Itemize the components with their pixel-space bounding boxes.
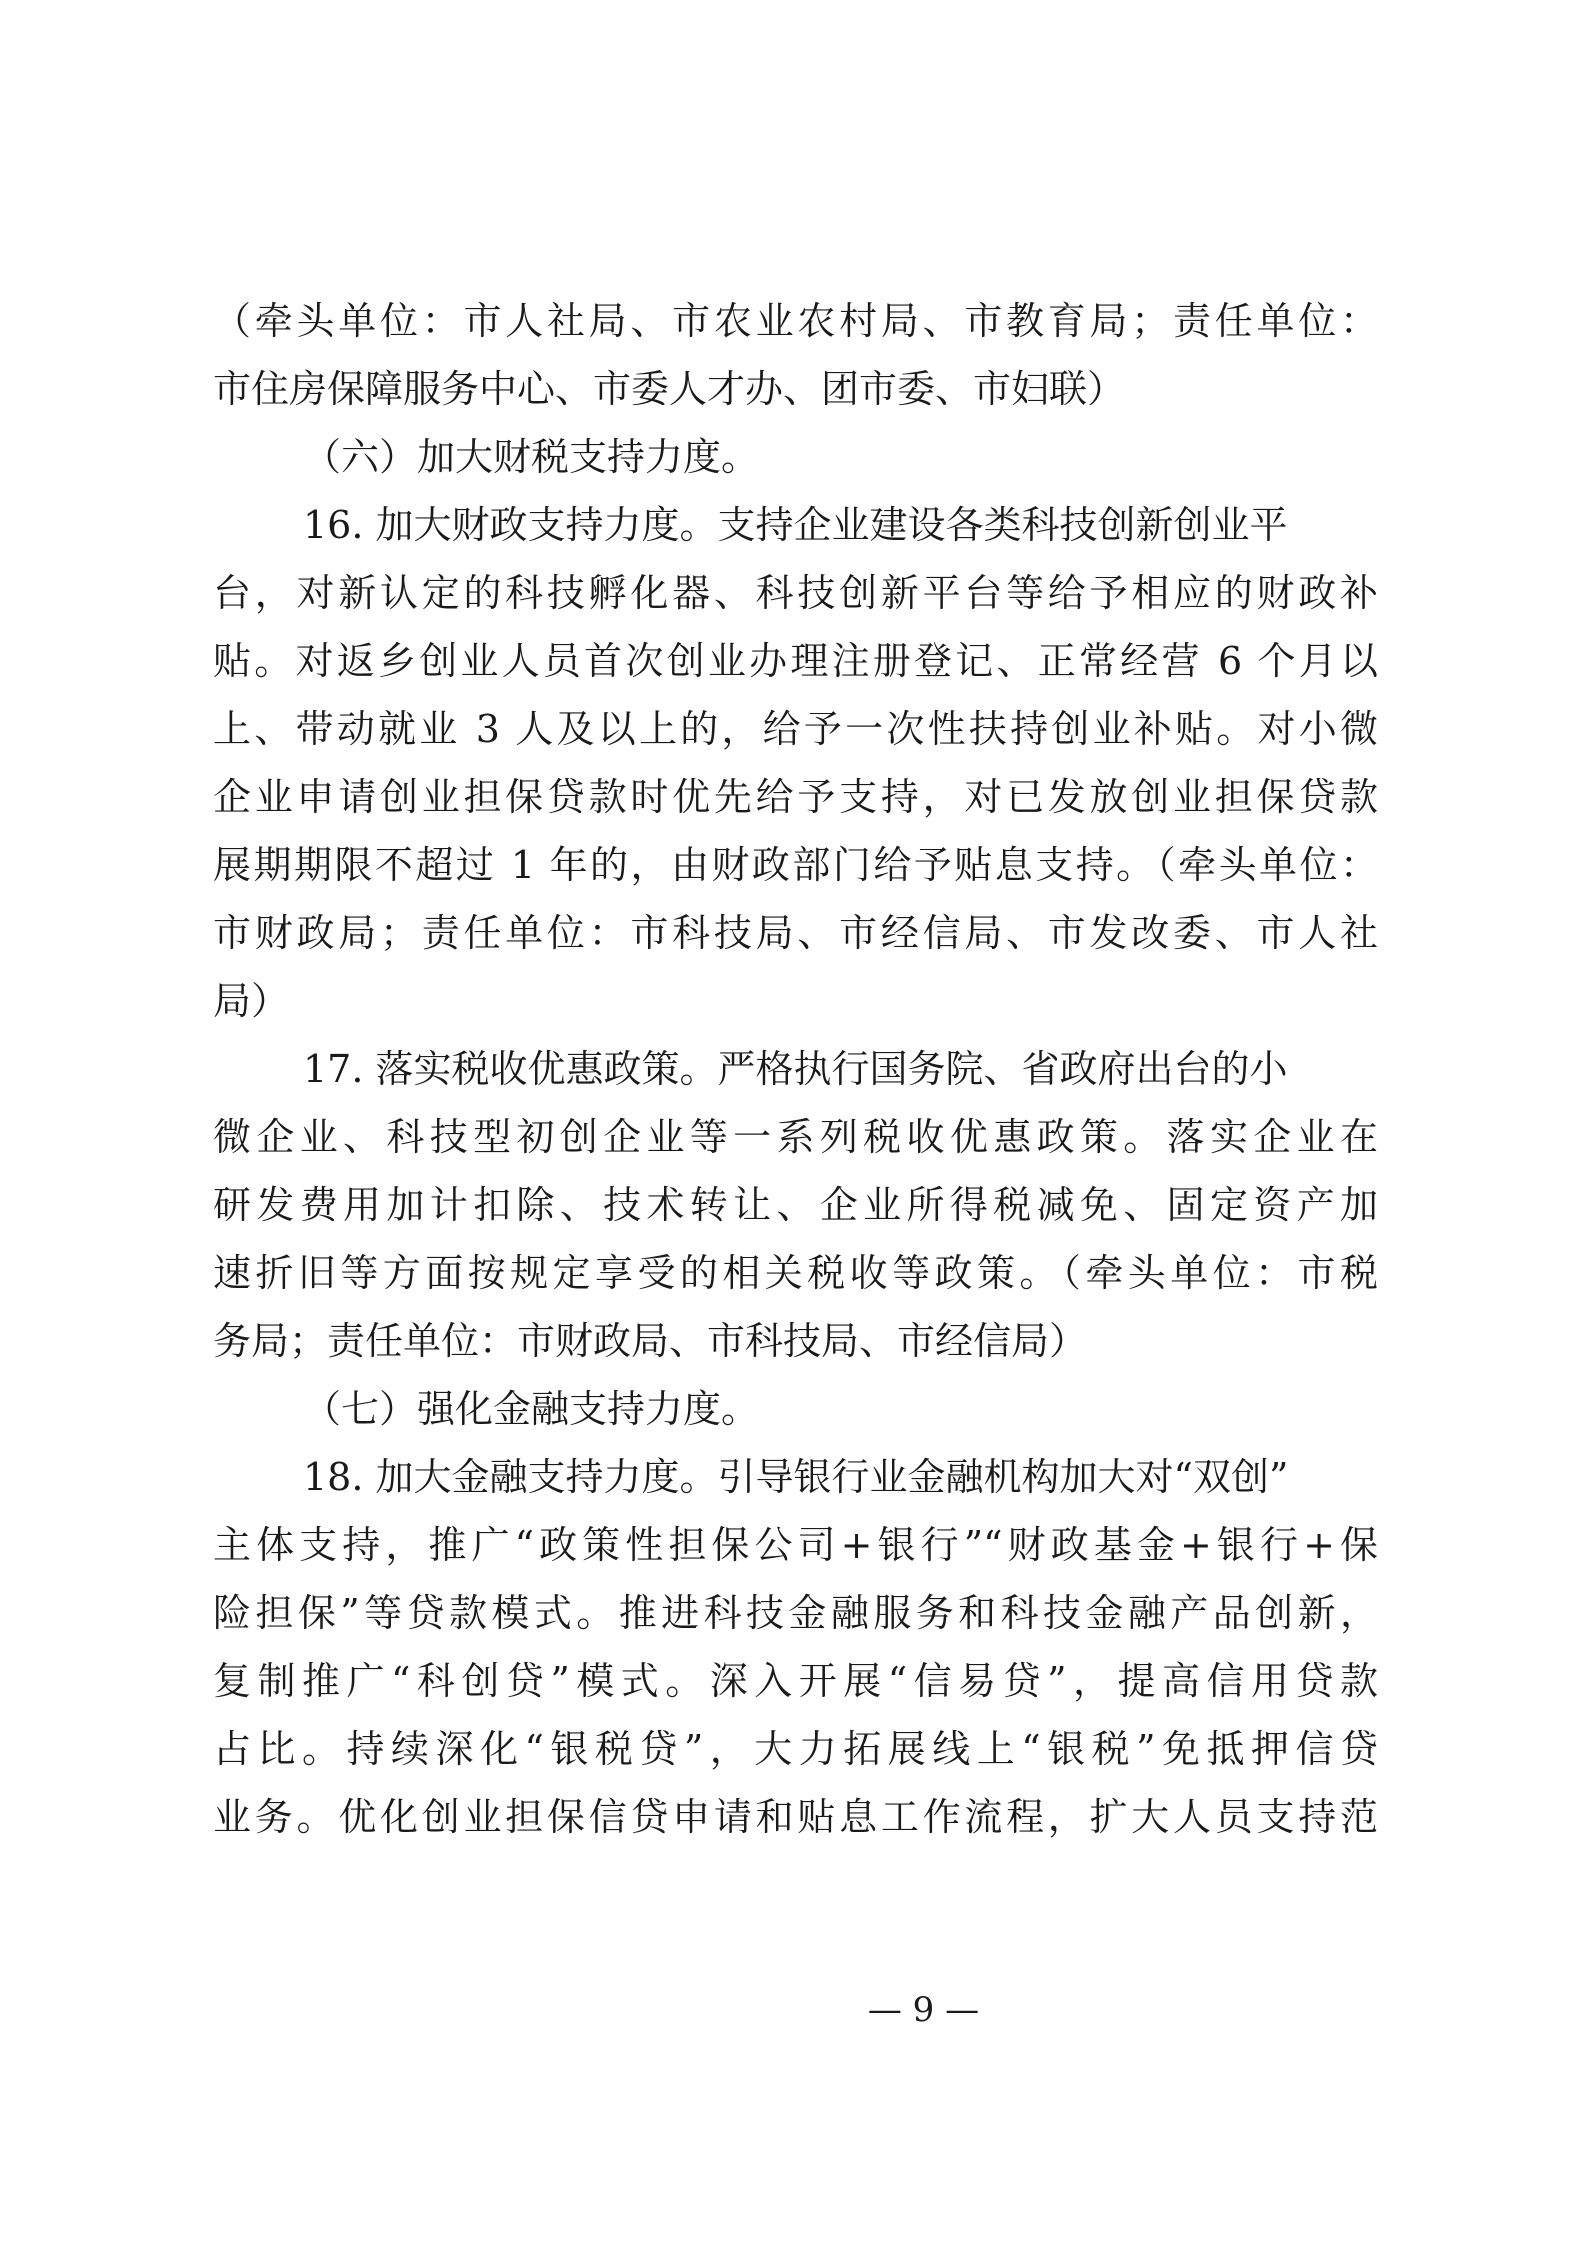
text-line: 务局；责任单位：市财政局、市科技局、市经信局） [213,1319,1088,1363]
text-line: 险担保”等贷款模式。推进科技金融服务和科技金融产品创新， [213,1591,1378,1635]
text-line: 复制推广“科创贷”模式。深入开展“信易贷”，提高信用贷款 [213,1659,1378,1703]
text-line: 主体支持，推广“政策性担保公司+银行”“财政基金+银行+保 [213,1523,1378,1567]
text-line: 速折旧等方面按规定享受的相关税收等政策。（牵头单位：市税 [213,1251,1378,1295]
text-line: 企业申请创业担保贷款时优先给予支持，对已发放创业担保贷款 [213,775,1378,819]
page-number: — 9 — [867,1990,980,2030]
text-line: 市住房保障服务中心、市委人才办、团市委、市妇联） [213,367,1126,411]
text-line: 台，对新认定的科技孵化器、科技创新平台等给予相应的财政补 [213,571,1378,615]
text-line: （牵头单位：市人社局、市农业农村局、市教育局；责任单位： [213,299,1378,343]
text-line: 市财政局；责任单位：市科技局、市经信局、市发改委、市人社 [213,911,1378,955]
text-line: 微企业、科技型初创企业等一系列税收优惠政策。落实企业在 [213,1115,1378,1159]
text-line: 研发费用加计扣除、技术转让、企业所得税减免、固定资产加 [213,1183,1378,1227]
text-line: 局） [213,979,290,1023]
text-line: 占比。持续深化“银税贷”，大力拓展线上“银税”免抵押信贷 [213,1727,1378,1771]
text-line: 贴。对返乡创业人员首次创业办理注册登记、正常经营 6 个月以 [213,639,1378,683]
text-line: 17. 落实税收优惠政策。严格执行国务院、省政府出台的小 [303,1047,1288,1091]
document-body [213,287,1378,1851]
section-heading: （七）强化金融支持力度。 [303,1387,760,1431]
text-line: 上、带动就业 3 人及以上的，给予一次性扶持创业补贴。对小微 [213,707,1378,751]
text-line: 18. 加大金融支持力度。引导银行业金融机构加大对“双创” [303,1455,1289,1499]
section-heading: （六）加大财税支持力度。 [303,435,760,479]
text-line: 展期期限不超过 1 年的，由财政部门给予贴息支持。（牵头单位： [213,843,1378,887]
text-line: 16. 加大财政支持力度。支持企业建设各类科技创新创业平 [303,503,1288,547]
text-line: 业务。优化创业担保信贷申请和贴息工作流程，扩大人员支持范 [213,1795,1378,1839]
